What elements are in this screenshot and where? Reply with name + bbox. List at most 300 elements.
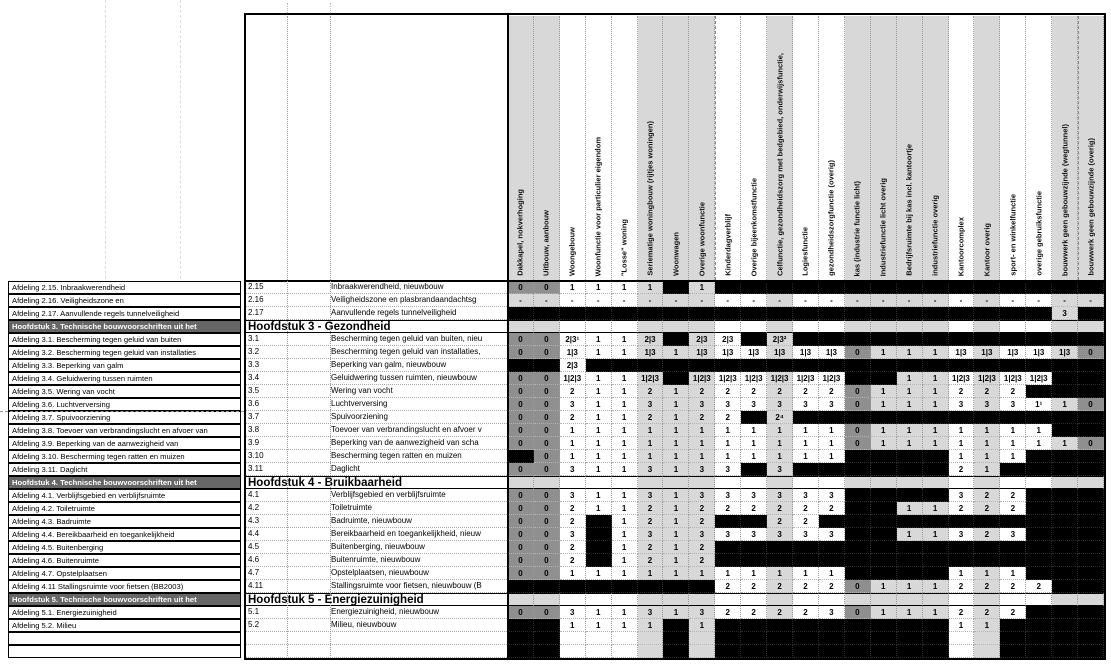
matrix-cell[interactable] — [923, 281, 949, 294]
matrix-cell[interactable]: 2 — [715, 411, 741, 424]
row-code[interactable]: 4.11 — [248, 581, 263, 590]
matrix-cell[interactable]: 0 — [534, 346, 560, 359]
row-code[interactable]: 2.17 — [248, 308, 264, 317]
matrix-cell[interactable] — [1026, 554, 1052, 567]
row-description[interactable]: Beperking van de aanwezigheid van scha — [331, 438, 479, 447]
matrix-cell[interactable]: 2 — [793, 515, 819, 528]
matrix-cell[interactable] — [508, 632, 534, 645]
matrix-cell[interactable]: 3 — [689, 528, 715, 541]
matrix-cell[interactable] — [923, 567, 949, 580]
matrix-cell[interactable]: 1 — [663, 554, 689, 567]
matrix-cell[interactable] — [923, 632, 949, 645]
row-description[interactable]: Bescherming tegen geluid van buiten, nieu — [331, 334, 483, 343]
matrix-cell[interactable] — [586, 580, 612, 593]
matrix-cell[interactable] — [949, 593, 975, 606]
matrix-cell[interactable] — [897, 359, 923, 372]
matrix-cell[interactable] — [897, 619, 923, 632]
matrix-cell[interactable] — [689, 645, 715, 658]
matrix-cell[interactable] — [949, 307, 975, 320]
matrix-cell[interactable]: 1¹ — [1026, 398, 1052, 411]
matrix-cell[interactable]: 1 — [871, 398, 897, 411]
matrix-cell[interactable]: 1 — [586, 450, 612, 463]
matrix-cell[interactable] — [1026, 632, 1052, 645]
matrix-cell[interactable] — [819, 411, 845, 424]
matrix-cell[interactable]: 1 — [949, 437, 975, 450]
matrix-cell[interactable] — [974, 632, 1000, 645]
matrix-cell[interactable] — [741, 281, 767, 294]
matrix-cell[interactable] — [663, 580, 689, 593]
row-code[interactable]: 5.1 — [248, 607, 260, 616]
matrix-cell[interactable] — [871, 411, 897, 424]
matrix-cell[interactable]: 1 — [897, 528, 923, 541]
matrix-cell[interactable]: - — [1026, 294, 1052, 307]
matrix-cell[interactable]: 2 — [689, 502, 715, 515]
matrix-cell[interactable]: 1 — [612, 437, 638, 450]
matrix-cell[interactable] — [974, 307, 1000, 320]
matrix-cell[interactable] — [974, 333, 1000, 346]
row-label[interactable] — [8, 606, 241, 619]
matrix-cell[interactable] — [638, 307, 664, 320]
matrix-cell[interactable]: 1 — [974, 424, 1000, 437]
matrix-cell[interactable]: 1 — [663, 424, 689, 437]
matrix-cell[interactable]: 2 — [741, 580, 767, 593]
column-header[interactable] — [715, 16, 741, 280]
matrix-cell[interactable] — [923, 619, 949, 632]
row-label[interactable] — [8, 294, 241, 307]
matrix-cell[interactable] — [715, 554, 741, 567]
row-code[interactable]: 3.8 — [248, 425, 260, 434]
matrix-cell[interactable] — [845, 281, 871, 294]
matrix-cell[interactable]: 1 — [560, 450, 586, 463]
matrix-cell[interactable] — [767, 593, 793, 606]
matrix-cell[interactable]: 1|2|3 — [767, 372, 793, 385]
matrix-cell[interactable] — [949, 333, 975, 346]
matrix-cell[interactable]: 0 — [508, 606, 534, 619]
matrix-cell[interactable] — [663, 372, 689, 385]
matrix-cell[interactable] — [949, 320, 975, 333]
row-description[interactable]: Beperking van galm, nieuwbouw — [331, 360, 447, 369]
matrix-cell[interactable]: 1|2|3 — [949, 372, 975, 385]
matrix-cell[interactable] — [974, 593, 1000, 606]
matrix-cell[interactable] — [1078, 281, 1104, 294]
matrix-cell[interactable] — [612, 593, 638, 606]
matrix-cell[interactable]: 1 — [793, 424, 819, 437]
matrix-cell[interactable] — [871, 333, 897, 346]
matrix-cell[interactable] — [612, 476, 638, 489]
matrix-cell[interactable]: 1 — [1026, 437, 1052, 450]
matrix-cell[interactable] — [767, 307, 793, 320]
matrix-cell[interactable] — [1026, 502, 1052, 515]
matrix-cell[interactable] — [923, 593, 949, 606]
matrix-cell[interactable]: 1 — [871, 606, 897, 619]
matrix-cell[interactable]: 1 — [586, 372, 612, 385]
matrix-cell[interactable] — [819, 632, 845, 645]
matrix-cell[interactable]: 1 — [612, 424, 638, 437]
matrix-cell[interactable] — [560, 632, 586, 645]
matrix-cell[interactable] — [871, 502, 897, 515]
row-code[interactable]: 3.2 — [248, 347, 260, 356]
matrix-cell[interactable]: 1 — [923, 424, 949, 437]
row-label[interactable] — [8, 359, 241, 372]
matrix-cell[interactable] — [741, 645, 767, 658]
matrix-cell[interactable]: - — [560, 294, 586, 307]
matrix-cell[interactable]: 2|3 — [638, 333, 664, 346]
row-description[interactable]: Badruimte, nieuwbouw — [331, 516, 412, 525]
matrix-cell[interactable] — [974, 320, 1000, 333]
matrix-cell[interactable] — [845, 307, 871, 320]
matrix-cell[interactable] — [845, 450, 871, 463]
matrix-cell[interactable]: 3 — [638, 606, 664, 619]
matrix-cell[interactable] — [508, 320, 534, 333]
row-description[interactable]: Daglicht — [331, 464, 360, 473]
row-label[interactable] — [8, 541, 241, 554]
matrix-cell[interactable] — [1026, 489, 1052, 502]
matrix-cell[interactable]: 2 — [560, 385, 586, 398]
matrix-cell[interactable] — [638, 632, 664, 645]
matrix-cell[interactable] — [715, 619, 741, 632]
matrix-cell[interactable] — [1078, 645, 1104, 658]
matrix-cell[interactable] — [845, 411, 871, 424]
matrix-cell[interactable]: 0 — [534, 554, 560, 567]
matrix-cell[interactable] — [1078, 424, 1104, 437]
matrix-cell[interactable]: 2 — [560, 502, 586, 515]
matrix-cell[interactable]: 1 — [741, 437, 767, 450]
matrix-cell[interactable]: 3 — [638, 528, 664, 541]
matrix-cell[interactable] — [1026, 541, 1052, 554]
matrix-cell[interactable] — [1026, 307, 1052, 320]
matrix-cell[interactable]: 1 — [560, 437, 586, 450]
matrix-cell[interactable] — [1078, 619, 1104, 632]
matrix-cell[interactable] — [715, 281, 741, 294]
matrix-cell[interactable] — [741, 307, 767, 320]
matrix-cell[interactable]: 3 — [638, 463, 664, 476]
row-label[interactable] — [8, 580, 241, 593]
matrix-cell[interactable] — [612, 645, 638, 658]
matrix-cell[interactable]: 0 — [534, 502, 560, 515]
matrix-cell[interactable] — [793, 411, 819, 424]
matrix-cell[interactable]: 3 — [974, 398, 1000, 411]
matrix-cell[interactable] — [1000, 281, 1026, 294]
column-header[interactable] — [1026, 16, 1052, 280]
column-header[interactable] — [871, 16, 897, 280]
matrix-cell[interactable] — [793, 593, 819, 606]
matrix-cell[interactable]: 2 — [767, 502, 793, 515]
matrix-cell[interactable]: 1 — [715, 437, 741, 450]
row-label[interactable] — [8, 398, 241, 411]
matrix-cell[interactable] — [1026, 619, 1052, 632]
matrix-cell[interactable] — [1052, 515, 1078, 528]
column-header[interactable] — [534, 16, 560, 280]
matrix-cell[interactable]: 2 — [689, 411, 715, 424]
matrix-cell[interactable]: 0 — [508, 372, 534, 385]
matrix-cell[interactable]: 0 — [534, 372, 560, 385]
matrix-cell[interactable]: 0 — [508, 411, 534, 424]
matrix-cell[interactable]: 1 — [897, 424, 923, 437]
matrix-cell[interactable] — [871, 476, 897, 489]
row-code[interactable]: 3.1 — [248, 334, 260, 343]
matrix-cell[interactable] — [974, 476, 1000, 489]
matrix-cell[interactable] — [897, 476, 923, 489]
row-label[interactable] — [8, 437, 241, 450]
matrix-cell[interactable] — [845, 541, 871, 554]
matrix-cell[interactable] — [1000, 645, 1026, 658]
matrix-cell[interactable] — [586, 528, 612, 541]
matrix-cell[interactable] — [1078, 333, 1104, 346]
matrix-cell[interactable] — [612, 307, 638, 320]
matrix-cell[interactable]: 0 — [534, 398, 560, 411]
matrix-cell[interactable]: - — [819, 294, 845, 307]
matrix-cell[interactable]: 2 — [638, 554, 664, 567]
matrix-cell[interactable] — [793, 359, 819, 372]
matrix-cell[interactable]: 1 — [586, 346, 612, 359]
matrix-cell[interactable]: 1|2|3 — [1000, 372, 1026, 385]
matrix-cell[interactable]: 1 — [715, 450, 741, 463]
matrix-cell[interactable]: 1 — [871, 424, 897, 437]
matrix-cell[interactable] — [1052, 528, 1078, 541]
matrix-cell[interactable]: 1|3 — [560, 346, 586, 359]
row-description[interactable]: Spuivoorziening — [331, 412, 388, 421]
row-label[interactable] — [8, 450, 241, 463]
matrix-cell[interactable] — [741, 593, 767, 606]
column-header[interactable] — [586, 16, 612, 280]
matrix-cell[interactable] — [845, 502, 871, 515]
matrix-cell[interactable] — [1000, 541, 1026, 554]
matrix-cell[interactable]: - — [715, 294, 741, 307]
matrix-cell[interactable]: 1 — [663, 463, 689, 476]
matrix-cell[interactable] — [715, 541, 741, 554]
matrix-cell[interactable] — [534, 593, 560, 606]
matrix-cell[interactable]: 2 — [949, 580, 975, 593]
matrix-cell[interactable]: - — [1000, 294, 1026, 307]
row-label[interactable] — [8, 463, 241, 476]
matrix-cell[interactable] — [845, 359, 871, 372]
matrix-cell[interactable] — [586, 307, 612, 320]
matrix-cell[interactable] — [871, 489, 897, 502]
matrix-cell[interactable]: - — [508, 294, 534, 307]
row-code[interactable]: 2.15 — [248, 282, 264, 291]
section-row-label[interactable] — [8, 593, 241, 606]
row-code[interactable]: 2.16 — [248, 295, 264, 304]
matrix-cell[interactable] — [974, 554, 1000, 567]
matrix-cell[interactable] — [871, 619, 897, 632]
matrix-cell[interactable] — [612, 359, 638, 372]
matrix-cell[interactable]: 1 — [974, 619, 1000, 632]
matrix-cell[interactable]: 1|3 — [638, 346, 664, 359]
matrix-cell[interactable] — [1052, 645, 1078, 658]
matrix-cell[interactable] — [923, 359, 949, 372]
matrix-cell[interactable] — [1052, 606, 1078, 619]
matrix-cell[interactable] — [1000, 411, 1026, 424]
matrix-cell[interactable]: 1 — [689, 450, 715, 463]
matrix-cell[interactable]: 0 — [534, 437, 560, 450]
matrix-cell[interactable]: 0 — [845, 385, 871, 398]
matrix-cell[interactable]: 1 — [612, 463, 638, 476]
matrix-cell[interactable] — [1026, 645, 1052, 658]
matrix-cell[interactable] — [845, 463, 871, 476]
matrix-cell[interactable]: 0 — [508, 346, 534, 359]
matrix-cell[interactable]: 1 — [586, 619, 612, 632]
matrix-cell[interactable] — [949, 632, 975, 645]
matrix-cell[interactable] — [612, 632, 638, 645]
row-code[interactable]: 4.5 — [248, 542, 260, 551]
matrix-cell[interactable]: 1 — [923, 528, 949, 541]
matrix-cell[interactable] — [819, 515, 845, 528]
matrix-cell[interactable] — [1078, 502, 1104, 515]
matrix-cell[interactable] — [1000, 632, 1026, 645]
matrix-cell[interactable] — [508, 359, 534, 372]
matrix-cell[interactable] — [897, 281, 923, 294]
row-code[interactable]: 4.6 — [248, 555, 260, 564]
matrix-cell[interactable] — [871, 281, 897, 294]
matrix-cell[interactable]: 1|3 — [793, 346, 819, 359]
matrix-cell[interactable] — [741, 463, 767, 476]
matrix-cell[interactable] — [871, 593, 897, 606]
column-header[interactable] — [845, 16, 871, 280]
matrix-cell[interactable]: 0 — [845, 346, 871, 359]
matrix-cell[interactable]: 1 — [663, 528, 689, 541]
matrix-cell[interactable]: - — [871, 294, 897, 307]
matrix-cell[interactable]: 1 — [949, 424, 975, 437]
matrix-cell[interactable]: 2 — [949, 385, 975, 398]
matrix-cell[interactable] — [819, 320, 845, 333]
matrix-cell[interactable] — [845, 489, 871, 502]
matrix-cell[interactable]: 2 — [974, 385, 1000, 398]
matrix-cell[interactable] — [741, 632, 767, 645]
matrix-cell[interactable]: 1 — [871, 346, 897, 359]
matrix-cell[interactable] — [508, 593, 534, 606]
matrix-cell[interactable] — [1052, 450, 1078, 463]
matrix-cell[interactable] — [897, 632, 923, 645]
matrix-cell[interactable]: 1|2|3 — [715, 372, 741, 385]
matrix-cell[interactable]: 1 — [612, 372, 638, 385]
matrix-cell[interactable]: 1 — [689, 619, 715, 632]
matrix-cell[interactable]: 0 — [534, 528, 560, 541]
matrix-cell[interactable]: 1 — [819, 437, 845, 450]
matrix-cell[interactable] — [949, 645, 975, 658]
matrix-cell[interactable]: 1 — [612, 398, 638, 411]
matrix-cell[interactable]: 1 — [612, 346, 638, 359]
matrix-cell[interactable] — [1078, 359, 1104, 372]
matrix-cell[interactable] — [560, 476, 586, 489]
matrix-cell[interactable]: 1 — [612, 567, 638, 580]
matrix-cell[interactable]: 2 — [974, 580, 1000, 593]
matrix-cell[interactable]: 0 — [534, 281, 560, 294]
matrix-cell[interactable] — [1052, 359, 1078, 372]
matrix-cell[interactable]: 1 — [741, 450, 767, 463]
matrix-cell[interactable]: 0 — [845, 437, 871, 450]
matrix-cell[interactable]: 1|2|3 — [974, 372, 1000, 385]
matrix-cell[interactable]: - — [897, 294, 923, 307]
matrix-cell[interactable]: 2 — [793, 580, 819, 593]
matrix-cell[interactable] — [793, 476, 819, 489]
matrix-cell[interactable]: 2 — [974, 606, 1000, 619]
matrix-cell[interactable]: 1 — [741, 424, 767, 437]
matrix-cell[interactable] — [767, 359, 793, 372]
matrix-cell[interactable] — [663, 359, 689, 372]
matrix-cell[interactable]: 1 — [871, 385, 897, 398]
row-label[interactable] — [8, 372, 241, 385]
matrix-cell[interactable] — [897, 463, 923, 476]
matrix-cell[interactable]: 3 — [767, 489, 793, 502]
matrix-cell[interactable] — [663, 281, 689, 294]
matrix-cell[interactable]: 1 — [897, 437, 923, 450]
row-description[interactable]: Toevoer van verbrandingslucht en afvoer v — [331, 425, 482, 434]
matrix-cell[interactable]: 3 — [741, 398, 767, 411]
matrix-cell[interactable]: 2|3 — [715, 333, 741, 346]
row-description[interactable]: Wering van vocht — [331, 386, 393, 395]
matrix-cell[interactable] — [819, 476, 845, 489]
matrix-cell[interactable]: 2|3¹ — [560, 333, 586, 346]
matrix-cell[interactable] — [923, 333, 949, 346]
row-description[interactable]: Luchtverversing — [331, 399, 388, 408]
matrix-cell[interactable]: 1 — [1000, 437, 1026, 450]
matrix-cell[interactable]: 1 — [612, 528, 638, 541]
matrix-cell[interactable]: 1|2|3 — [638, 372, 664, 385]
matrix-cell[interactable]: 1 — [586, 385, 612, 398]
matrix-cell[interactable]: - — [845, 294, 871, 307]
matrix-cell[interactable]: 1 — [1052, 437, 1078, 450]
matrix-cell[interactable]: 2 — [638, 502, 664, 515]
matrix-cell[interactable]: 3 — [793, 398, 819, 411]
matrix-cell[interactable]: 1 — [923, 606, 949, 619]
matrix-cell[interactable] — [586, 645, 612, 658]
matrix-cell[interactable] — [793, 632, 819, 645]
matrix-cell[interactable] — [586, 359, 612, 372]
matrix-cell[interactable] — [1078, 528, 1104, 541]
matrix-cell[interactable]: 2|3 — [560, 359, 586, 372]
matrix-cell[interactable] — [560, 593, 586, 606]
matrix-cell[interactable] — [845, 320, 871, 333]
matrix-cell[interactable]: 1 — [1000, 450, 1026, 463]
matrix-cell[interactable] — [949, 515, 975, 528]
matrix-cell[interactable]: 0 — [1078, 398, 1104, 411]
matrix-cell[interactable] — [767, 541, 793, 554]
matrix-cell[interactable] — [897, 567, 923, 580]
matrix-cell[interactable]: 1 — [663, 437, 689, 450]
matrix-cell[interactable] — [1000, 593, 1026, 606]
matrix-cell[interactable]: - — [689, 294, 715, 307]
row-description[interactable]: Inbraakwerendheid, nieuwbouw — [331, 282, 444, 291]
matrix-cell[interactable]: 1 — [586, 502, 612, 515]
matrix-cell[interactable]: 0 — [508, 489, 534, 502]
matrix-cell[interactable]: 3 — [560, 528, 586, 541]
row-code[interactable]: 4.7 — [248, 568, 260, 577]
row-label[interactable] — [8, 346, 241, 359]
matrix-cell[interactable]: 0 — [508, 424, 534, 437]
matrix-cell[interactable] — [923, 411, 949, 424]
matrix-cell[interactable] — [793, 554, 819, 567]
matrix-cell[interactable] — [663, 645, 689, 658]
matrix-cell[interactable] — [845, 476, 871, 489]
matrix-cell[interactable] — [1078, 463, 1104, 476]
matrix-cell[interactable]: 2 — [1000, 580, 1026, 593]
matrix-cell[interactable]: 1 — [923, 372, 949, 385]
matrix-cell[interactable] — [949, 411, 975, 424]
matrix-cell[interactable] — [1000, 619, 1026, 632]
matrix-cell[interactable] — [638, 593, 664, 606]
matrix-cell[interactable]: 1|2|3 — [560, 372, 586, 385]
matrix-cell[interactable]: 2|3 — [689, 333, 715, 346]
matrix-cell[interactable] — [1026, 593, 1052, 606]
matrix-cell[interactable] — [923, 476, 949, 489]
matrix-cell[interactable]: 1 — [897, 502, 923, 515]
matrix-cell[interactable] — [897, 333, 923, 346]
matrix-cell[interactable]: 1 — [741, 567, 767, 580]
matrix-cell[interactable] — [663, 307, 689, 320]
matrix-cell[interactable] — [819, 281, 845, 294]
matrix-cell[interactable]: 1 — [663, 515, 689, 528]
matrix-cell[interactable]: 1 — [663, 502, 689, 515]
